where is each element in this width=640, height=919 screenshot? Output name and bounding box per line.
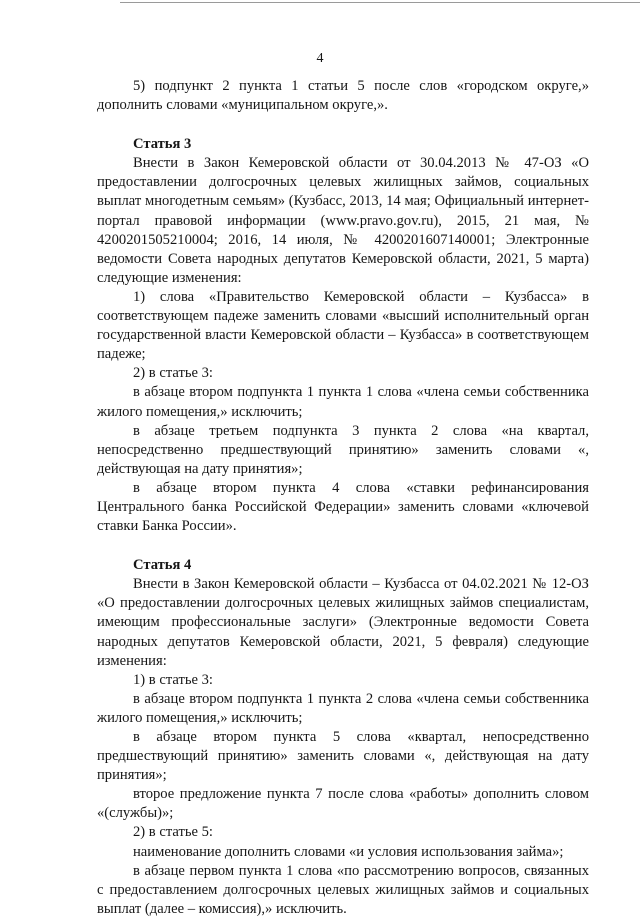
article-4-sub-2: в абзаце втором пункта 5 слова «квартал, непосредственно предшествующий принятию» заменить словами «, действующая на дату принятия»; bbox=[97, 729, 589, 784]
article-4-item-2: 2) в статье 5: bbox=[133, 824, 213, 841]
scan-top-edge-line bbox=[120, 2, 640, 3]
article-3-item-2: 2) в статье 3: bbox=[133, 365, 213, 382]
article-4-sub-3: второе предложение пункта 7 после слова «работы» дополнить словом «(службы)»; bbox=[97, 786, 589, 822]
article-4-item-1: 1) в статье 3: bbox=[133, 671, 213, 688]
article-3-sub-2: в абзаце третьем подпункта 3 пункта 2 слова «на квартал, непосредственно предшествующий принятию» заменить словами «, действующая на дату принятия»; bbox=[97, 422, 589, 477]
article-4-sub-1: в абзаце втором подпункта 1 пункта 2 слова «члена семьи собственника жилого помещения,» исключить; bbox=[97, 690, 589, 726]
page-number: 4 bbox=[316, 51, 324, 66]
intro-item-5: 5) подпункт 2 пункта 1 статьи 5 после слов «городском округе,» дополнить словами «муниципальном округе,». bbox=[97, 78, 589, 114]
article-4-heading: Статья 4 bbox=[133, 557, 192, 574]
article-4-sub-5: в абзаце первом пункта 1 слова «по рассмотрению вопросов, связанных с предоставлением долгосрочных целевых жилищных займов и социальных выплат (далее – комиссия),» исключить. bbox=[97, 862, 589, 917]
article-3-sub-3: в абзаце втором пункта 4 слова «ставки рефинансирования Центрального банка Российской Федерации» заменить словами «ключевой ставки Банка России». bbox=[97, 479, 589, 535]
article-4-sub-4: наименование дополнить словами «и условия использования займа»; bbox=[133, 843, 564, 860]
article-3-item-1: 1) слова «Правительство Кемеровской области – Кузбасса» в соответствующем падеже заменить словами «высший исполнительный орган государственной власти Кемеровской области – Кузбасса» в соответствующем падеже; bbox=[97, 288, 589, 363]
article-4-lead: Внести в Закон Кемеровской области – Кузбасса от 04.02.2021 № 12-ОЗ «О предоставлении долгосрочных целевых жилищных займов специалистам, имеющим профессиональные заслуги» (Электронные ведомости Совета народных депутатов Кемеровской области, 2021, 5 февраля) следующие изменения: bbox=[97, 576, 589, 669]
article-3-sub-1: в абзаце втором подпункта 1 пункта 1 слова «члена семьи собственника жилого помещения,» исключить; bbox=[97, 384, 589, 420]
article-3-heading: Статья 3 bbox=[133, 136, 192, 153]
document-body bbox=[97, 77, 589, 919]
article-3-lead: Внести в Закон Кемеровской области от 30.04.2013 № 47-ОЗ «О предоставлении долгосрочных целевых жилищных займов, социальных выплат многодетным семьям» (Кузбасс, 2013, 14 мая; Официальный интернет-портал правовой информации (www.pravo.gov.ru), 2015, 21 мая, № 4200201505210004; 2016, 14 июля, № 4200201607140001; Электронные ведомости Совета народных депутатов Кемеровской области, 2021, 5 марта) следующие изменения: bbox=[97, 155, 589, 286]
